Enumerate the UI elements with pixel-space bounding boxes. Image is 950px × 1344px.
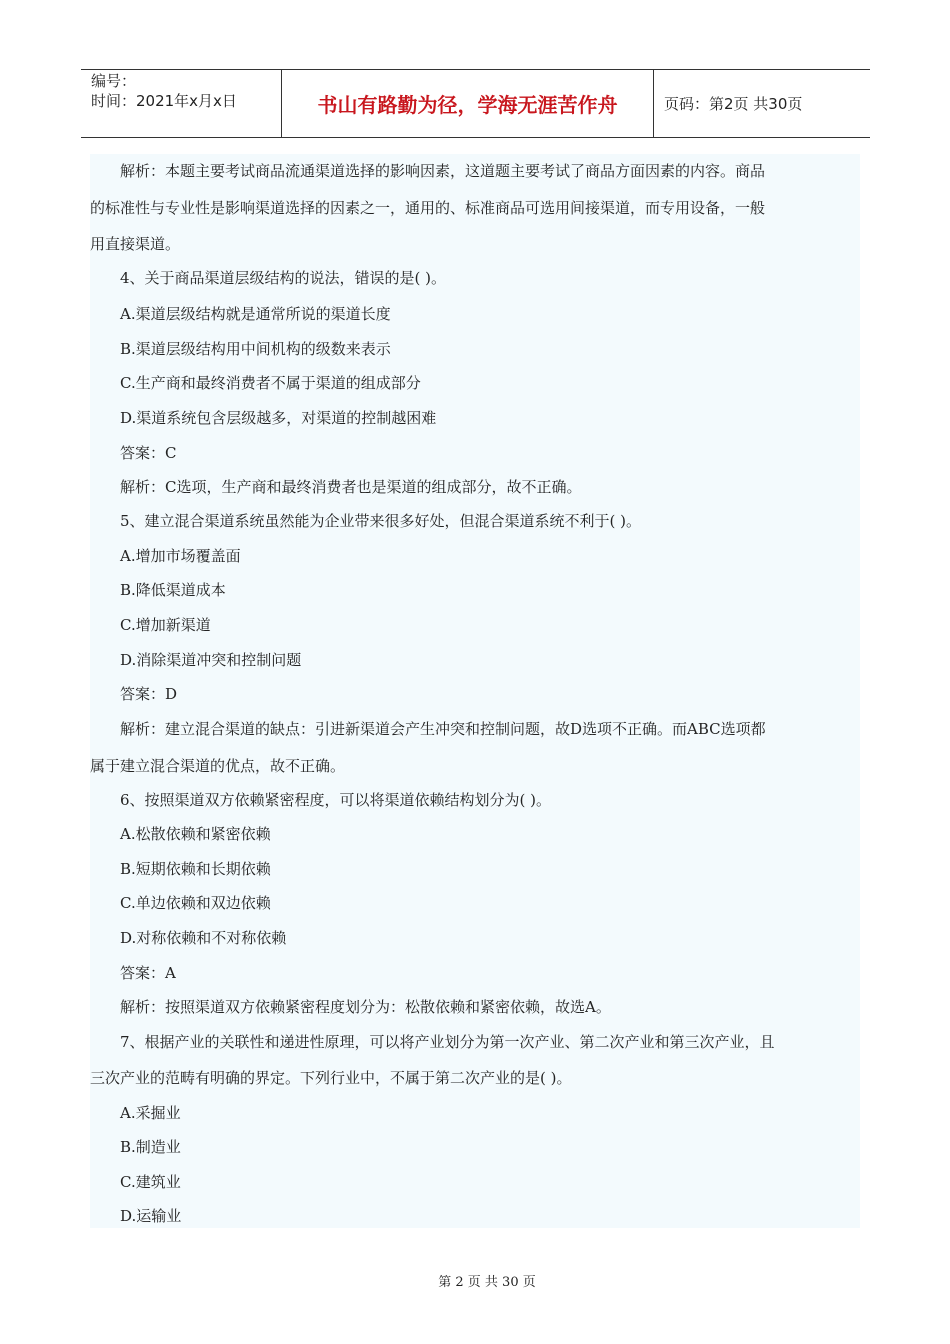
option-a: A.渠道层级结构就是通常所说的渠道长度 <box>90 305 391 323</box>
option-c: C.生产商和最终消费者不属于渠道的组成部分 <box>90 374 421 392</box>
option-d: D.消除渠道冲突和控制问题 <box>90 651 302 669</box>
answer: 答案：A <box>90 964 176 982</box>
option-b: B.短期依赖和长期依赖 <box>90 860 271 878</box>
question-7: 7、根据产业的关联性和递进性原理，可以将产业划分为第一次产业、第二次产业和第三次产业，且 <box>90 1033 775 1051</box>
question-6: 6、按照渠道双方依赖紧密程度，可以将渠道依赖结构划分为( )。 <box>90 791 552 809</box>
option-c: C.增加新渠道 <box>90 616 211 634</box>
header-page-info: 页码：第2页 共30页 <box>664 95 803 113</box>
page-header <box>81 69 870 138</box>
answer: 答案：D <box>90 685 178 703</box>
explanation: 解析：按照渠道双方依赖紧密程度划分为：松散依赖和紧密依赖，故选A。 <box>90 998 611 1016</box>
option-a: A.采掘业 <box>90 1104 181 1122</box>
question-5: 5、建立混合渠道系统虽然能为企业带来很多好处，但混合渠道系统不利于( )。 <box>90 512 642 530</box>
answer: 答案：C <box>90 444 177 462</box>
header-date: 时间：2021年x月x日 <box>91 92 237 110</box>
page-footer: 第 2 页 共 30 页 <box>438 1275 536 1290</box>
option-d: D.渠道系统包含层级越多，对渠道的控制越困难 <box>90 409 437 427</box>
header-meta <box>81 70 282 137</box>
text-line: 属于建立混合渠道的优点，故不正确。 <box>90 757 346 775</box>
option-c: C.建筑业 <box>90 1173 181 1191</box>
question-4: 4、关于商品渠道层级结构的说法，错误的是( )。 <box>90 269 447 287</box>
option-b: B.渠道层级结构用中间机构的级数来表示 <box>90 340 391 358</box>
header-serial-label: 编号： <box>91 72 137 90</box>
text-line: 用直接渠道。 <box>90 235 181 253</box>
option-a: A.松散依赖和紧密依赖 <box>90 825 271 843</box>
text-line: 三次产业的范畴有明确的界定。下列行业中，不属于第二次产业的是( )。 <box>90 1069 572 1087</box>
option-a: A.增加市场覆盖面 <box>90 547 241 565</box>
header-motto: 书山有路勤为径，学海无涯苦作舟 <box>282 70 654 137</box>
text-line: 的标准性与专业性是影响渠道选择的因素之一，通用的、标准商品可选用间接渠道，而专用设备，一般 <box>90 199 766 217</box>
document-body <box>90 154 860 1228</box>
option-c: C.单边依赖和双边依赖 <box>90 894 271 912</box>
option-d: D.运输业 <box>90 1207 182 1225</box>
explanation: 解析：C选项，生产商和最终消费者也是渠道的组成部分，故不正确。 <box>90 478 582 496</box>
text-line: 解析：本题主要考试商品流通渠道选择的影响因素，这道题主要考试了商品方面因素的内容。商品 <box>90 162 766 180</box>
option-b: B.制造业 <box>90 1138 181 1156</box>
option-b: B.降低渠道成本 <box>90 581 226 599</box>
explanation: 解析：建立混合渠道的缺点：引进新渠道会产生冲突和控制问题，故D选项不正确。而ABC选项都 <box>90 720 766 738</box>
option-d: D.对称依赖和不对称依赖 <box>90 929 287 947</box>
